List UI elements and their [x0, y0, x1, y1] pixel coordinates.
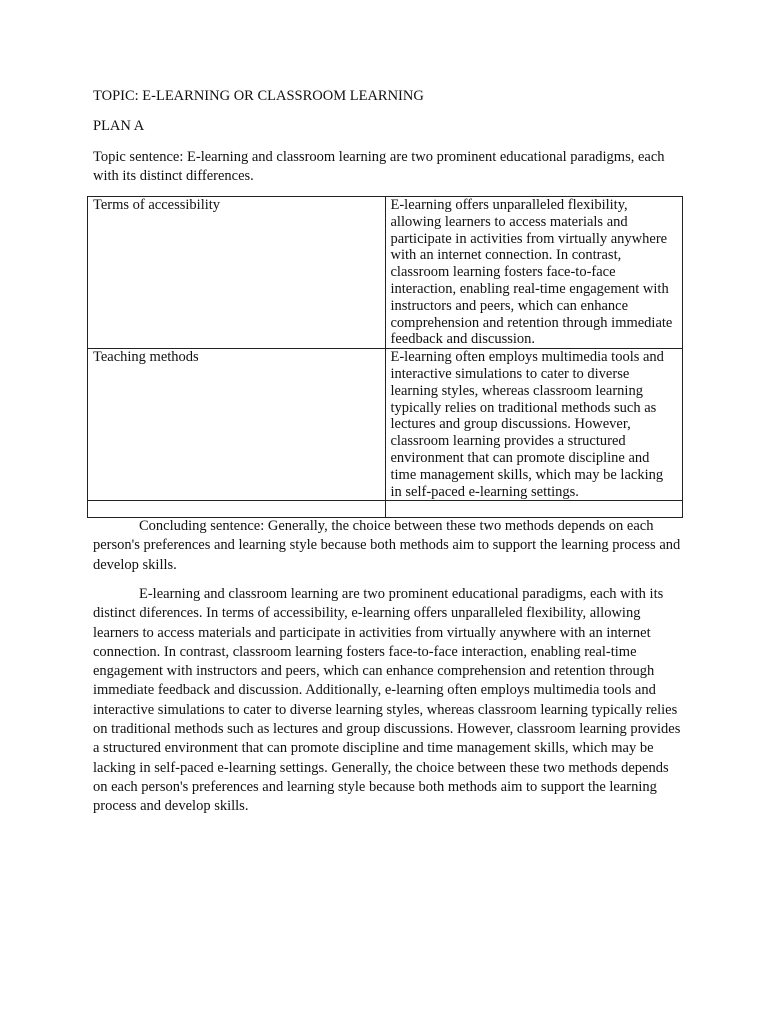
table-cell-term: Teaching methods	[88, 349, 386, 501]
table-row	[88, 349, 683, 501]
plan-label: PLAN A	[93, 118, 145, 134]
concluding-sentence: Concluding sentence: Generally, the choice between these two methods depends on each person's preferences and learning style because both methods aim to support the learning process and develop skills.	[93, 518, 681, 573]
table-cell-description: E-learning offers unparalleled flexibility, allowing learners to access materials and participate in activities from virtually anywhere with an internet connection. In contrast, classroom learning fosters face-to-face interaction, enabling real-time engagement with instructors and peers, which can enhance comprehension and retention through immediate feedback and discussion.	[385, 197, 683, 349]
essay-paragraph: E-learning and classroom learning are two prominent educational paradigms, each with its distinct diferences. In terms of accessibility, e-learning offers unparalleled flexibility, allowing learners to access materials and participate in activities from virtually anywhere with an internet connection. In contrast, classroom learning fosters face-to-face interaction, enabling real-time engagement with instructors and peers, which can enhance comprehension and retention through immediate feedback and discussion. Additionally, e-learning often employs multimedia tools and interactive simulations to cater to diverse learning styles, whereas classroom learning typically relies on traditional methods such as lectures and group discussions. However, classroom learning provides a structured environment that can promote discipline and time management skills, which may be lacking in self-paced e-learning settings. Generally, the choice between these two methods depends on each person's preferences and learning style because both methods aim to support the learning process and develop skills.	[93, 586, 681, 815]
table-cell-term	[88, 501, 386, 518]
topic-sentence: Topic sentence: E-learning and classroom learning are two prominent educational paradigms, each with its distinct differences.	[93, 149, 665, 184]
table-row	[88, 197, 683, 349]
topic-heading: TOPIC: E-LEARNING OR CLASSROOM LEARNING	[93, 88, 424, 104]
table-cell-description: E-learning often employs multimedia tools and interactive simulations to cater to diverse learning styles, whereas classroom learning typically relies on traditional methods such as lectures and group discussions. However, classroom learning provides a structured environment that can promote discipline and time management skills, which may be lacking in self-paced e-learning settings.	[385, 349, 683, 501]
comparison-table	[87, 196, 683, 518]
table-cell-description	[385, 501, 683, 518]
table-row	[88, 501, 683, 518]
table-cell-term: Terms of accessibility	[88, 197, 386, 349]
